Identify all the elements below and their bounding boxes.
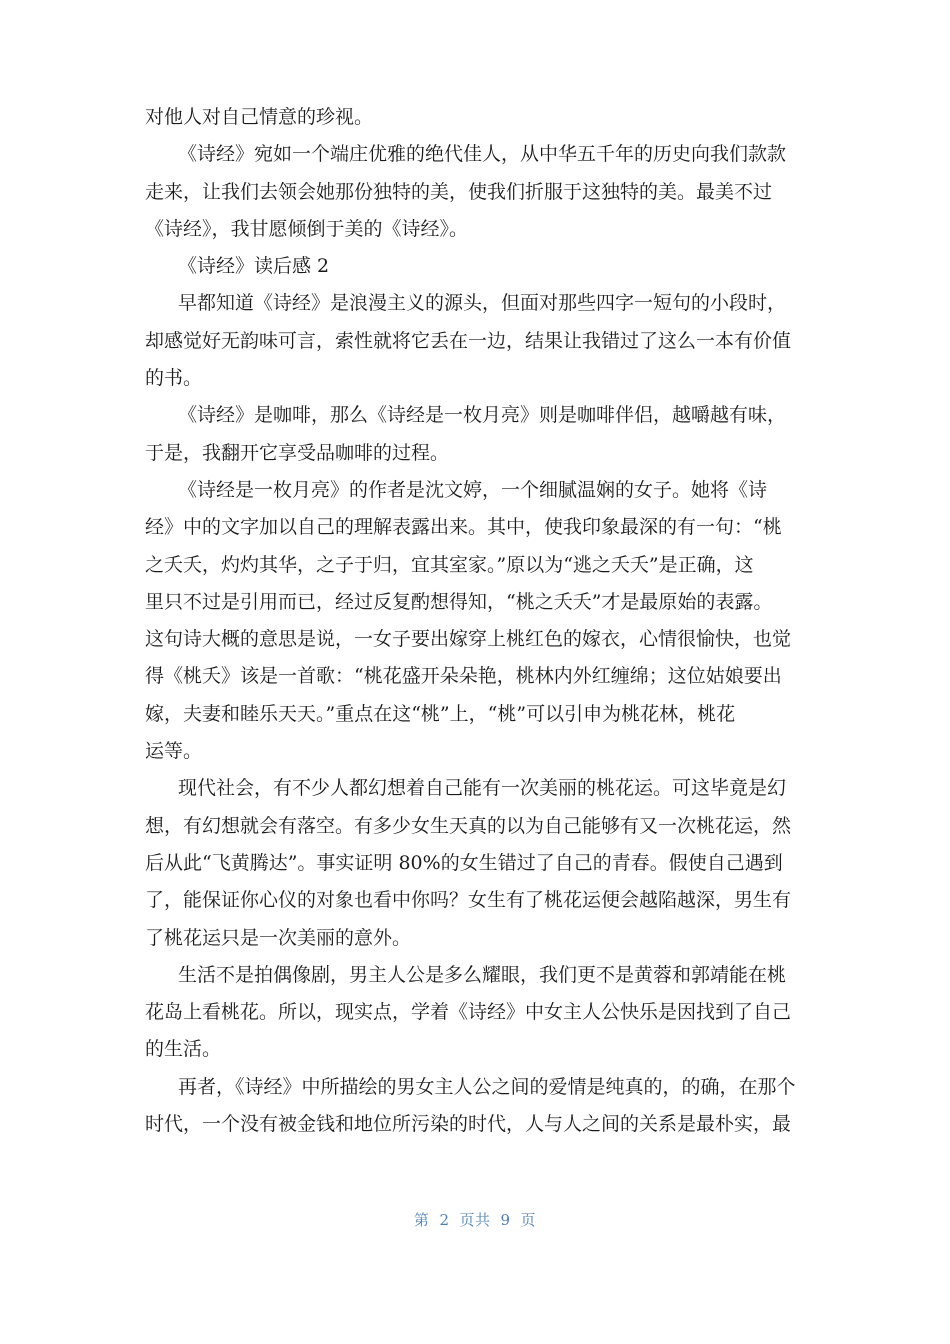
text-line: 的生活。 [145, 1038, 222, 1061]
footer-prefix: 第 [413, 1211, 430, 1229]
page-footer [0, 1208, 950, 1232]
text-line: 之夭夭，灼灼其华，之子于归，宜其室家。”原以为“逃之夭夭”是正确，这 [145, 553, 754, 576]
text-line: 《诗经》读后感 2 [178, 255, 330, 278]
text-line: 生活不是拍偶像剧，男主人公是多么耀眼，我们更不是黄蓉和郭靖能在桃 [178, 963, 787, 986]
text-line: 里只不过是引用而已，经过反复酌想得知，“桃之夭夭”才是最原始的表露。 [145, 590, 773, 613]
text-line: 《诗经》宛如一个端庄优雅的绝代佳人，从中华五千年的历史向我们款款 [178, 143, 787, 166]
text-line: 了，能保证你心仪的对象也看中你吗？女生有了桃花运便会越陷越深，男生有 [145, 889, 792, 912]
footer-current-page: 2 [439, 1211, 450, 1229]
text-line: 想，有幻想就会有落空。有多少女生天真的以为自己能够有又一次桃花运，然 [145, 814, 792, 837]
text-line: 《诗经是一枚月亮》的作者是沈文婷，一个细腻温娴的女子。她将《诗 [178, 478, 768, 501]
text-line: 了桃花运只是一次美丽的意外。 [145, 926, 412, 949]
text-line: 于是，我翻开它享受品咖啡的过程。 [145, 441, 450, 464]
footer-suffix: 页 [520, 1211, 537, 1229]
text-line: 得《桃夭》该是一首歌：“桃花盛开朵朵艳，桃林内外红缠绵；这位姑娘要出 [145, 665, 782, 688]
text-line: 这句诗大概的意思是说，一女子要出嫁穿上桃红色的嫁衣，心情很愉快，也觉 [145, 628, 792, 651]
text-line: 对他人对自己情意的珍视。 [145, 106, 374, 128]
text-line: 《诗经》是咖啡，那么《诗经是一枚月亮》则是咖啡伴侣，越嚼越有味， [178, 404, 787, 427]
text-line: 的书。 [145, 367, 203, 390]
footer-middle: 页共 [459, 1211, 491, 1229]
text-line: 后从此“飞黄腾达”。事实证明 80%的女生错过了自己的青春。假使自己遇到 [145, 851, 783, 874]
text-line: 再者，《诗经》中所描绘的男女主人公之间的爱情是纯真的，的确，在那个 [178, 1075, 796, 1098]
text-line: 现代社会，有不少人都幻想着自己能有一次美丽的桃花运。可这毕竟是幻 [178, 777, 787, 800]
text-line: 走来，让我们去领会她那份独特的美，使我们折服于这独特的美。最美不过 [145, 180, 773, 203]
text-line: 时代，一个没有被金钱和地位所污染的时代，人与人之间的关系是最朴实，最 [145, 1113, 792, 1136]
text-line: 早都知道《诗经》是浪漫主义的源头，但面对那些四字一短句的小段时， [178, 292, 787, 315]
footer-total-pages: 9 [500, 1211, 511, 1229]
text-line: 运等。 [145, 740, 203, 763]
text-line: 经》中的文字加以自己的理解表露出来。其中，使我印象最深的有一句：“桃 [145, 516, 782, 539]
document-body [145, 99, 810, 1143]
text-line: 《诗经》，我甘愿倾倒于美的《诗经》。 [145, 217, 469, 240]
text-line: 花岛上看桃花。所以，现实点，学着《诗经》中女主人公快乐是因找到了自己 [145, 1001, 792, 1024]
text-line: 嫁，夫妻和睦乐天天。”重点在这“桃”上，“桃”可以引申为桃花林，桃花 [145, 702, 736, 725]
text-line: 却感觉好无韵味可言，索性就将它丢在一边，结果让我错过了这么一本有价值 [145, 329, 792, 352]
